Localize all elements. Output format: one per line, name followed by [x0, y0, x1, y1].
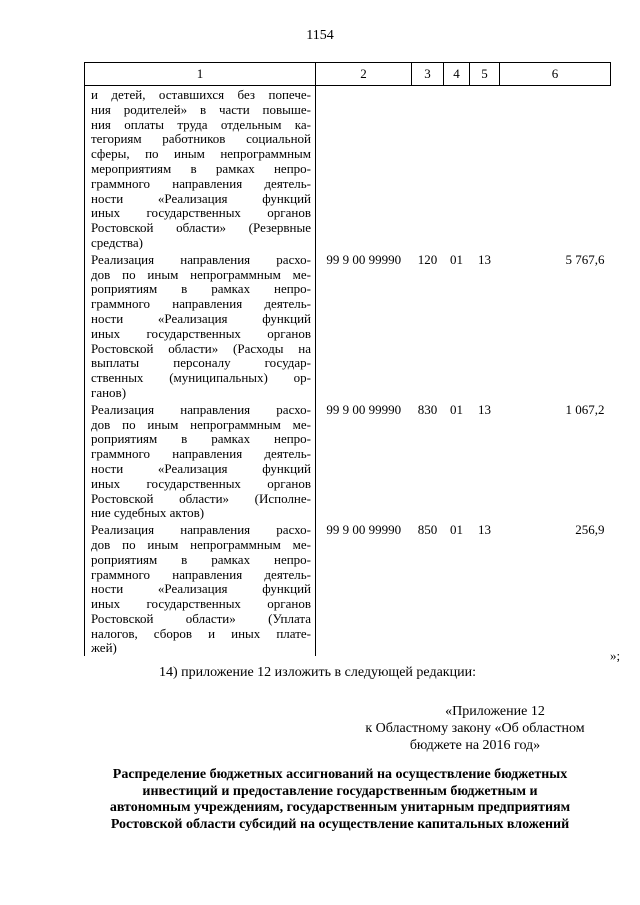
expense-type-code: 120 — [417, 251, 438, 267]
expense-description — [85, 401, 316, 521]
description-line: Ростовской области» (Уплата — [91, 610, 311, 626]
description-line: ности «Реализация функций — [91, 460, 311, 476]
description-line: Реализация направления расхо- — [91, 251, 311, 267]
amount-value: 5 767,6 — [565, 251, 605, 267]
description-line: иных государственных органов — [91, 596, 311, 612]
table-row — [85, 521, 611, 656]
column-header: 6 — [500, 63, 611, 86]
section-code: 01 — [450, 522, 463, 538]
description-line: роприятиям в рамках непро- — [91, 281, 311, 297]
heading-line: Распределение бюджетных ассигнований на осуществление бюджетных — [112, 767, 568, 782]
subsection-code: 13 — [478, 401, 491, 417]
description-line: граммного направления деятель- — [91, 446, 311, 462]
description-line: дов по иным непрограммным ме- — [91, 416, 311, 432]
section-code: 01 — [450, 251, 463, 267]
description-line: ности «Реализация функций — [91, 190, 311, 206]
page-number: 1154 — [306, 28, 334, 43]
description-line: средства) — [91, 234, 143, 250]
column-header: 3 — [412, 63, 444, 86]
description-line: Реализация направления расхо- — [91, 522, 311, 538]
column-header: 5 — [470, 63, 500, 86]
amount-value — [500, 86, 611, 251]
description-line: дов по иным непрограммным ме- — [91, 536, 311, 552]
amendment-instruction: 14) приложение 12 изложить в следующей редакции: — [159, 665, 476, 680]
description-line: иных государственных органов — [91, 325, 311, 341]
appendix-law-year: бюджете на 2016 год» — [409, 738, 541, 753]
description-line: ственных (муниципальных) ор- — [91, 370, 311, 386]
description-line: роприятиям в рамках непро- — [91, 431, 311, 447]
expense-description — [85, 86, 316, 251]
budget-table — [84, 62, 611, 656]
expense-description — [85, 251, 316, 401]
description-line: иных государственных органов — [91, 205, 311, 221]
amount-value: 256,9 — [575, 522, 605, 538]
description-line: ние судебных актов) — [91, 505, 205, 521]
description-line: граммного направления деятель- — [91, 175, 311, 191]
description-line: налогов, сборов и иных плате- — [91, 625, 311, 641]
closing-quote-mark: »; — [610, 648, 621, 663]
description-line: и детей, оставшихся без попече- — [91, 87, 311, 102]
heading-line: Ростовской области субсидий на осуществление капитальных вложений — [110, 816, 570, 832]
description-line: иных государственных органов — [91, 475, 311, 491]
description-line: тегориям работников социальной — [91, 131, 311, 147]
description-line: сферы, по иным непрограммным — [91, 146, 311, 162]
expense-type-code: 850 — [417, 522, 438, 538]
table-row — [85, 86, 611, 251]
description-line: граммного направления деятель- — [91, 296, 311, 312]
subsection-code — [470, 86, 500, 251]
target-article-code: 99 9 00 99990 — [326, 401, 402, 417]
description-line: Реализация направления расхо- — [91, 401, 311, 417]
description-line: ганов) — [91, 384, 127, 400]
description-line: ности «Реализация функций — [91, 310, 311, 326]
description-line: выплаты персоналу государ- — [91, 355, 311, 371]
heading-line: автономным учреждениям, государственным унитарным предприятиям — [109, 800, 571, 815]
description-line: мероприятиям в рамках непро- — [91, 160, 311, 176]
description-line: дов по иным непрограммным ме- — [91, 266, 311, 282]
target-article-code — [316, 86, 412, 251]
description-line: Ростовской области» (Исполне- — [91, 490, 311, 506]
heading-line: инвестиций и предоставление государственным бюджетным и — [142, 783, 538, 799]
description-line: ности «Реализация функций — [91, 581, 311, 597]
appendix-title: «Приложение 12 — [445, 704, 545, 719]
description-line: жей) — [91, 640, 117, 656]
expense-description — [85, 521, 316, 656]
appendix-reference — [330, 703, 620, 754]
target-article-code: 99 9 00 99990 — [326, 251, 402, 267]
description-line: Ростовской области» (Расходы на — [91, 340, 311, 356]
subsection-code: 13 — [478, 522, 491, 538]
expense-type-code: 830 — [417, 401, 438, 417]
description-line: роприятиям в рамках непро- — [91, 551, 311, 567]
table-header-row — [85, 63, 611, 86]
description-line: ния оплаты труда отдельным ка- — [91, 116, 311, 132]
column-header: 4 — [444, 63, 470, 86]
description-line: ния родителей» в части повыше- — [91, 101, 311, 117]
column-header: 1 — [85, 63, 316, 86]
target-article-code: 99 9 00 99990 — [326, 522, 402, 538]
expense-type-code — [412, 86, 444, 251]
subsection-code: 13 — [478, 251, 491, 267]
amount-value: 1 067,2 — [565, 401, 605, 417]
table-row — [85, 401, 611, 521]
description-line: граммного направления деятель- — [91, 566, 311, 582]
appendix-law-line: к Областному закону «Об областном — [365, 721, 585, 736]
section-heading — [70, 767, 610, 833]
description-line: Ростовской области» (Резервные — [91, 220, 311, 236]
table-row — [85, 251, 611, 401]
column-header: 2 — [316, 63, 412, 86]
section-code — [444, 86, 470, 251]
section-code: 01 — [450, 401, 463, 417]
